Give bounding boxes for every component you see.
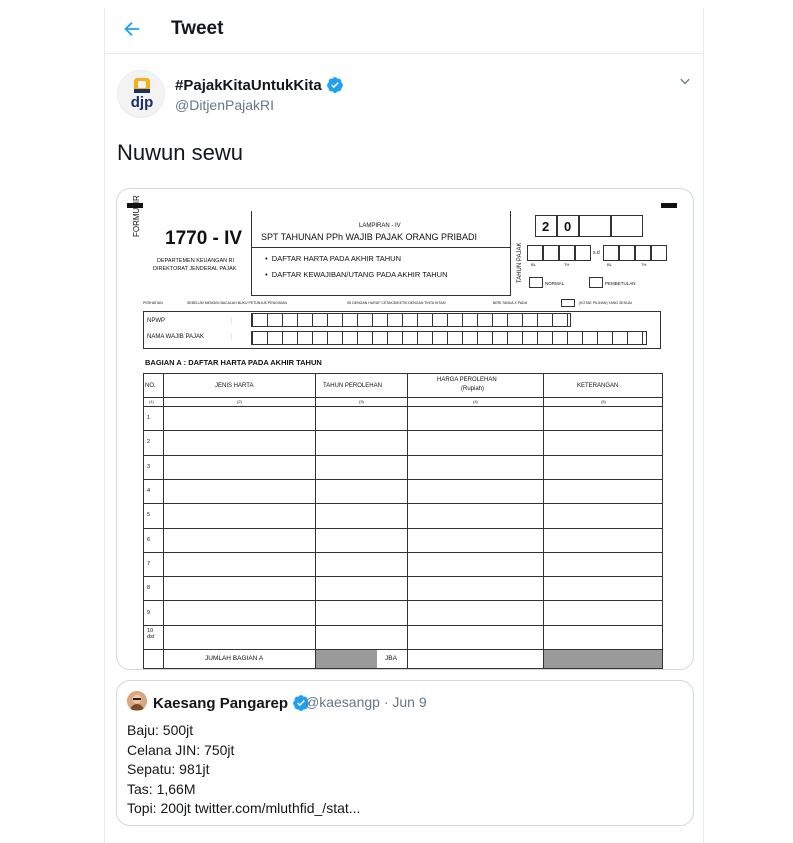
table-row-number: 5: [147, 512, 151, 519]
year-digit-2: 0: [564, 219, 572, 234]
sd-label: s.d: [593, 250, 600, 256]
header: [105, 8, 703, 54]
column-keterangan: KETERANGAN: [577, 383, 619, 389]
table-row-number: 7: [147, 560, 151, 567]
quoted-avatar-icon: [127, 691, 147, 711]
table-row-line: [143, 552, 663, 553]
note-3: BERI TANDA X PADA: [493, 301, 528, 305]
col-index-5: (5): [601, 399, 606, 404]
quoted-line: Sepatu: 981jt: [127, 761, 210, 777]
tweet-image[interactable]: [116, 188, 694, 670]
jumlah-shaded-cell-1: [316, 650, 377, 668]
jba-label: JBA: [385, 655, 397, 662]
table-row-number: 4: [147, 488, 151, 495]
table-row-line: [143, 600, 663, 601]
th2-label: TH: [641, 262, 647, 267]
quoted-line: Tas: 1,66M: [127, 780, 196, 797]
avatar[interactable]: [117, 70, 165, 118]
item2-text: DAFTAR KEWAJIBAN/UTANG PADA AKHIR TAHUN: [271, 270, 448, 279]
note-2: ISI DENGAN HURUF CETAK/DIKETIK DENGAN TINTA HITAM: [347, 301, 446, 305]
note-4: (KOTAK PILIHAN) YANG SESUAI: [579, 301, 632, 305]
display-name-text[interactable]: #PajakKitaUntukKita: [175, 76, 322, 94]
col-index-2: (2): [237, 399, 242, 404]
table-row-line: [143, 430, 663, 431]
col-index-3: (3): [359, 399, 364, 404]
avatar-text: djp: [130, 94, 154, 111]
col-index-4: (4): [473, 399, 478, 404]
quoted-avatar[interactable]: [127, 691, 147, 711]
bl2-label: BL: [607, 262, 612, 267]
display-name[interactable]: [175, 76, 344, 94]
npwp-label: NPWP: [147, 318, 165, 324]
jumlah-label: JUMLAH BAGIAN A: [205, 655, 264, 662]
dept-line1: DEPARTEMEN KEUANGAN RI: [157, 258, 235, 264]
list-item-daftar-kewajiban: • DAFTAR KEWAJIBAN/UTANG PADA AKHIR TAHUN: [265, 270, 448, 279]
quoted-display-name[interactable]: [153, 694, 310, 712]
table-row-number: 8: [147, 585, 151, 592]
formulir-label: FORMULIR: [132, 195, 141, 237]
normal-label: NORMAL: [545, 281, 565, 286]
year-digit-1: 2: [542, 219, 550, 234]
tweet-text: Nuwun sewu: [117, 140, 243, 165]
chevron-down-icon[interactable]: [677, 74, 693, 90]
table-row-line: [143, 528, 663, 529]
table-row-number: 2: [147, 439, 151, 446]
table-row-line: [143, 576, 663, 577]
spt-title: SPT TAHUNAN PPh WAJIB PAJAK ORANG PRIBADI: [261, 232, 478, 242]
col-index-1: (1): [149, 399, 154, 404]
jumlah-shaded-cell-2: [544, 650, 662, 668]
th-label: TH: [564, 262, 570, 267]
quoted-line: Topi: 200jt twitter.com/mluthfid_/stat...: [127, 800, 361, 816]
quoted-handle-date: @kaesangp · Jun 9: [305, 694, 427, 710]
table-row-number: 1: [147, 415, 151, 422]
handle[interactable]: @DitjenPajakRI: [175, 97, 275, 113]
npwp-colon: :: [231, 318, 233, 324]
form-code: 1770 - IV: [165, 228, 243, 249]
list-item-daftar-harta: • DAFTAR HARTA PADA AKHIR TAHUN: [265, 254, 401, 263]
table-row-number: 10 dst: [147, 627, 155, 640]
dept-line2: DIREKTORAT JENDERAL PAJAK: [153, 266, 237, 272]
bagian-a-title: BAGIAN A : DAFTAR HARTA PADA AKHIR TAHUN: [145, 358, 322, 367]
table-row-line: [143, 625, 663, 626]
column-tahun-perolehan: TAHUN PEROLEHAN: [323, 383, 382, 389]
table-row-line: [143, 503, 663, 504]
table-rows: [141, 203, 671, 663]
note-1: SEBELUM MENGISI BACALAH BUKU PETUNJUK PENGISIAN: [187, 301, 287, 305]
column-jenis-harta: JENIS HARTA: [215, 383, 254, 389]
column-harga-perolehan: HARGA PEROLEHAN: [437, 377, 497, 383]
quoted-display-name-text[interactable]: Kaesang Pangarep: [153, 694, 289, 712]
column-no: NO.: [145, 383, 156, 389]
back-arrow-icon[interactable]: [121, 18, 143, 40]
table-row-number: 6: [147, 536, 151, 543]
nama-label: NAMA WAJIB PAJAK: [147, 334, 205, 340]
lampiran-label: LAMPIRAN - IV: [359, 223, 401, 229]
tahun-pajak-label: TAHUN PAJAK: [517, 242, 523, 283]
perhatian-label: PERHATIAN: [143, 301, 163, 305]
verified-badge-icon: [326, 76, 344, 94]
pembetulan-label: PEMBETULAN: [605, 281, 636, 286]
quoted-text: [127, 721, 360, 819]
table-row-number: 9: [147, 609, 151, 616]
table-row-line: [143, 455, 663, 456]
tweet-column: [104, 8, 704, 843]
quoted-line: Baju: 500jt: [127, 722, 194, 738]
column-harga-sub: (Rupiah): [461, 386, 485, 392]
bl-label: BL: [531, 262, 536, 267]
table-row-number: 3: [147, 463, 151, 470]
item1-text: DAFTAR HARTA PADA AKHIR TAHUN: [271, 254, 401, 263]
quoted-tweet[interactable]: [116, 680, 694, 826]
page-title: Tweet: [171, 18, 224, 39]
quoted-line: Celana JIN: 750jt: [127, 741, 235, 758]
nama-colon: :: [231, 334, 233, 340]
table-row-line: [143, 479, 663, 480]
tax-form-1770-iv: [132, 195, 671, 663]
